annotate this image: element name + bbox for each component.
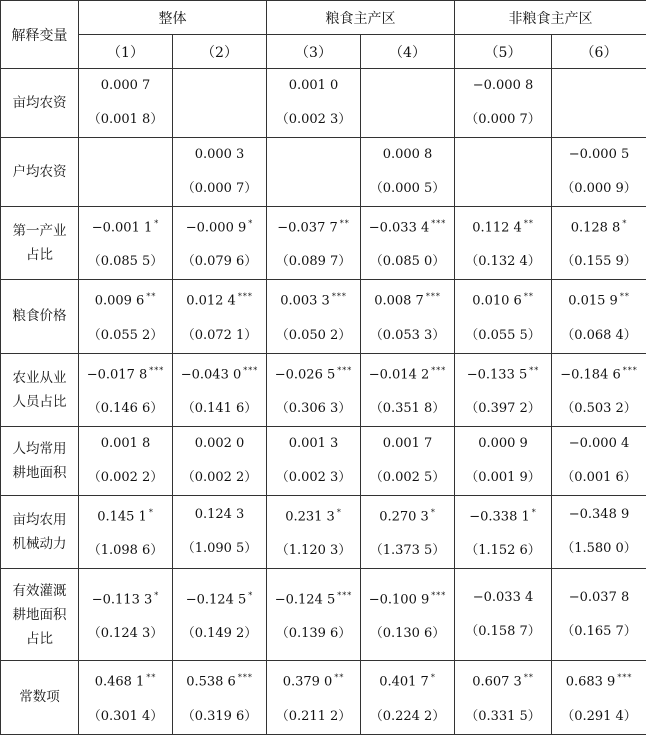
significance-stars: *** — [623, 366, 638, 375]
row-label-line: 亩均农资 — [1, 91, 78, 115]
significance-stars: ** — [334, 673, 344, 682]
data-cell — [173, 426, 267, 495]
significance-stars: ** — [620, 292, 630, 301]
significance-stars: ** — [340, 219, 350, 228]
data-cell — [267, 569, 361, 661]
coefficient — [79, 427, 172, 461]
data-cell — [361, 569, 455, 661]
data-cell — [361, 138, 455, 207]
row-label — [1, 426, 79, 495]
data-cell — [173, 138, 267, 207]
coefficient-value: −0.037 8 — [569, 590, 630, 605]
data-cell — [552, 138, 646, 207]
coefficient — [552, 581, 646, 615]
row-label-line: 占比 — [1, 243, 78, 267]
coefficient — [173, 579, 266, 617]
significance-stars: * — [154, 219, 159, 228]
row-label — [1, 138, 79, 207]
coefficient-value: 0.683 9 — [566, 675, 616, 690]
data-cell — [455, 207, 552, 280]
standard-error: （0.165 7） — [552, 615, 646, 649]
data-cell — [552, 353, 646, 426]
coefficient-value: 0.001 3 — [289, 436, 339, 451]
coefficient-value: −0.124 5 — [275, 592, 336, 607]
significance-stars: * — [622, 219, 627, 228]
row-label — [1, 495, 79, 568]
coefficient-value: 0.112 4 — [472, 220, 522, 235]
significance-stars: *** — [238, 673, 253, 682]
group-header-overall: 整体 — [79, 1, 267, 35]
data-cell — [79, 280, 173, 353]
coefficient — [79, 496, 172, 534]
standard-error: （0.002 2） — [173, 461, 266, 495]
coefficient — [361, 280, 454, 318]
coefficient-value: −0.033 4 — [473, 590, 534, 605]
coefficient-value: 0.000 7 — [101, 78, 151, 93]
data-cell — [267, 138, 361, 207]
coefficient-value: 0.607 3 — [472, 675, 522, 690]
coefficient — [173, 427, 266, 461]
coefficient-value: −0.000 4 — [569, 436, 630, 451]
coefficient — [173, 661, 266, 699]
coefficient-value: 0.012 4 — [186, 294, 236, 309]
significance-stars: * — [337, 508, 342, 517]
column-header-6: （6） — [552, 35, 646, 69]
standard-error: （0.224 2） — [361, 700, 454, 734]
data-cell — [267, 207, 361, 280]
var-header: 解释变量 — [1, 1, 79, 69]
data-cell — [173, 207, 267, 280]
data-cell — [79, 69, 173, 138]
standard-error: （0.085 0） — [361, 245, 454, 279]
data-cell — [455, 569, 552, 661]
standard-error: （1.098 6） — [79, 534, 172, 568]
coefficient-value: −0.133 5 — [467, 367, 528, 382]
coefficient-value: 0.145 1 — [97, 509, 147, 524]
coefficient — [455, 280, 551, 318]
row-label — [1, 69, 79, 138]
coefficient — [173, 354, 266, 392]
significance-stars: ** — [524, 292, 534, 301]
standard-error: （0.124 3） — [79, 617, 172, 651]
coefficient-value: 0.124 3 — [195, 507, 245, 522]
header-row-groups — [1, 1, 646, 35]
coefficient — [267, 69, 360, 103]
data-cell — [455, 138, 552, 207]
table-row — [1, 280, 646, 353]
significance-stars: *** — [332, 292, 347, 301]
standard-error: （1.580 0） — [552, 532, 646, 566]
row-label-line: 常数项 — [1, 685, 78, 709]
significance-stars: * — [431, 673, 436, 682]
coefficient — [267, 661, 360, 699]
row-label — [1, 207, 79, 280]
coefficient-value: 0.401 7 — [379, 675, 429, 690]
row-label — [1, 280, 79, 353]
coefficient — [173, 280, 266, 318]
standard-error: （0.301 4） — [79, 700, 172, 734]
row-label-line: 农业从业 — [1, 366, 78, 390]
coefficient — [552, 498, 646, 532]
significance-stars: ** — [146, 292, 156, 301]
coefficient — [552, 280, 646, 318]
data-cell — [361, 280, 455, 353]
row-label — [1, 661, 79, 734]
coefficient — [267, 579, 360, 617]
data-cell — [267, 69, 361, 138]
coefficient-value: 0.468 1 — [95, 675, 145, 690]
column-header-2: （2） — [173, 35, 267, 69]
row-label-line: 有效灌溉 — [1, 579, 78, 603]
standard-error: （0.079 6） — [173, 245, 266, 279]
coefficient-value: −0.037 7 — [277, 220, 338, 235]
data-cell — [361, 661, 455, 734]
data-cell — [79, 426, 173, 495]
data-cell — [455, 280, 552, 353]
data-cell — [552, 69, 646, 138]
coefficient-value: 0.002 0 — [195, 436, 245, 451]
coefficient-value: −0.014 2 — [369, 367, 430, 382]
row-label-line: 粮食价格 — [1, 304, 78, 328]
standard-error: （0.089 7） — [267, 245, 360, 279]
coefficient — [173, 207, 266, 245]
coefficient-value: 0.015 9 — [568, 294, 618, 309]
coefficient — [361, 427, 454, 461]
coefficient — [267, 280, 360, 318]
standard-error: （0.503 2） — [552, 392, 646, 426]
table-row — [1, 661, 646, 734]
standard-error: （1.120 3） — [267, 534, 360, 568]
coefficient — [79, 661, 172, 699]
coefficient — [552, 661, 646, 699]
standard-error: （0.055 5） — [455, 319, 551, 353]
coefficient-value: −0.000 5 — [569, 147, 630, 162]
header-row-columns — [1, 35, 646, 69]
standard-error: （0.001 9） — [455, 461, 551, 495]
standard-error: （0.146 6） — [79, 392, 172, 426]
standard-error: （1.373 5） — [361, 534, 454, 568]
standard-error: （0.139 6） — [267, 617, 360, 651]
group-header-main-grain: 粮食主产区 — [267, 1, 455, 35]
significance-stars: ** — [529, 366, 539, 375]
coefficient-value: −0.017 8 — [87, 367, 148, 382]
table-row — [1, 353, 646, 426]
row-label — [1, 569, 79, 661]
coefficient-value: −0.184 6 — [560, 367, 621, 382]
coefficient — [361, 579, 454, 617]
coefficient-value: 0.231 3 — [285, 509, 335, 524]
data-cell — [267, 426, 361, 495]
coefficient-value: −0.000 8 — [473, 78, 534, 93]
data-cell — [552, 280, 646, 353]
coefficient — [361, 496, 454, 534]
data-cell — [173, 495, 267, 568]
data-cell — [552, 426, 646, 495]
significance-stars: *** — [337, 366, 352, 375]
coefficient-value: −0.124 5 — [186, 592, 247, 607]
coefficient — [455, 69, 551, 103]
coefficient-value: −0.100 9 — [369, 592, 430, 607]
standard-error: （0.149 2） — [173, 617, 266, 651]
significance-stars: *** — [431, 219, 446, 228]
coefficient — [267, 354, 360, 392]
coefficient — [361, 354, 454, 392]
row-label-line: 占比 — [1, 627, 78, 651]
coefficient — [267, 207, 360, 245]
coefficient — [267, 427, 360, 461]
coefficient-value: 0.001 8 — [101, 436, 151, 451]
row-label-line: 耕地面积 — [1, 461, 78, 485]
coefficient-value: −0.001 1 — [92, 220, 153, 235]
coefficient — [552, 427, 646, 461]
coefficient — [173, 138, 266, 172]
data-cell — [79, 138, 173, 207]
data-cell — [79, 495, 173, 568]
significance-stars: * — [149, 508, 154, 517]
coefficient — [79, 354, 172, 392]
coefficient — [455, 661, 551, 699]
column-header-1: （1） — [79, 35, 173, 69]
standard-error: （0.001 8） — [79, 103, 172, 137]
coefficient-value: −0.026 5 — [275, 367, 336, 382]
data-cell — [79, 207, 173, 280]
standard-error: （0.002 3） — [267, 461, 360, 495]
significance-stars: *** — [337, 591, 352, 600]
coefficient — [267, 496, 360, 534]
group-header-non-main-grain: 非粮食主产区 — [455, 1, 646, 35]
coefficient — [552, 354, 646, 392]
standard-error: （0.050 2） — [267, 319, 360, 353]
row-label-line: 人均常用 — [1, 437, 78, 461]
table-row — [1, 138, 646, 207]
standard-error: （0.291 4） — [552, 700, 646, 734]
significance-stars: * — [248, 591, 253, 600]
data-cell — [552, 569, 646, 661]
data-cell — [173, 569, 267, 661]
data-cell — [455, 426, 552, 495]
data-cell — [361, 495, 455, 568]
coefficient-value: 0.001 7 — [383, 436, 433, 451]
data-cell — [267, 280, 361, 353]
table-row — [1, 569, 646, 661]
coefficient-value: 0.009 6 — [95, 294, 145, 309]
data-cell — [173, 280, 267, 353]
coefficient-value: 0.003 3 — [280, 294, 330, 309]
table-row — [1, 495, 646, 568]
significance-stars: *** — [617, 673, 632, 682]
standard-error: （0.331 5） — [455, 700, 551, 734]
data-cell — [173, 661, 267, 734]
significance-stars: *** — [243, 366, 258, 375]
coefficient-value: 0.270 3 — [379, 509, 429, 524]
standard-error: （0.132 4） — [455, 245, 551, 279]
coefficient-value: −0.348 9 — [569, 507, 630, 522]
data-cell — [267, 495, 361, 568]
standard-error: （0.000 9） — [552, 172, 646, 206]
coefficient-value: −0.000 9 — [186, 220, 247, 235]
significance-stars: *** — [149, 366, 164, 375]
significance-stars: *** — [431, 366, 446, 375]
standard-error: （0.055 2） — [79, 319, 172, 353]
significance-stars: * — [154, 591, 159, 600]
coefficient — [455, 427, 551, 461]
data-cell — [361, 207, 455, 280]
data-cell — [361, 353, 455, 426]
row-label — [1, 353, 79, 426]
coefficient — [455, 207, 551, 245]
standard-error: （0.000 5） — [361, 172, 454, 206]
standard-error: （0.000 7） — [455, 103, 551, 137]
standard-error: （0.306 3） — [267, 392, 360, 426]
data-cell — [173, 69, 267, 138]
coefficient — [552, 138, 646, 172]
coefficient-value: −0.338 1 — [469, 509, 530, 524]
coefficient-value: 0.000 3 — [195, 147, 245, 162]
standard-error: （0.002 2） — [79, 461, 172, 495]
standard-error: （0.053 3） — [361, 319, 454, 353]
coefficient-value: −0.113 3 — [92, 592, 153, 607]
row-label-line: 户均农资 — [1, 160, 78, 184]
data-cell — [552, 661, 646, 734]
coefficient — [79, 280, 172, 318]
row-label-line: 人员占比 — [1, 390, 78, 414]
table-row — [1, 207, 646, 280]
row-label-line: 第一产业 — [1, 219, 78, 243]
standard-error: （0.397 2） — [455, 392, 551, 426]
standard-error: （0.072 1） — [173, 319, 266, 353]
coefficient-value: 0.010 6 — [472, 294, 522, 309]
coefficient-value: 0.001 0 — [289, 78, 339, 93]
coefficient — [79, 579, 172, 617]
coefficient — [455, 581, 551, 615]
coefficient — [361, 138, 454, 172]
data-cell — [79, 353, 173, 426]
coefficient-value: 0.000 8 — [383, 147, 433, 162]
significance-stars: *** — [238, 292, 253, 301]
data-cell — [455, 495, 552, 568]
row-label-line: 亩均农用 — [1, 508, 78, 532]
data-cell — [361, 69, 455, 138]
standard-error: （0.130 6） — [361, 617, 454, 651]
standard-error: （0.002 3） — [267, 103, 360, 137]
data-cell — [361, 426, 455, 495]
row-label-line: 机械动力 — [1, 532, 78, 556]
significance-stars: * — [248, 219, 253, 228]
data-cell — [79, 661, 173, 734]
coefficient — [79, 207, 172, 245]
coefficient-value: 0.538 6 — [186, 675, 236, 690]
significance-stars: ** — [524, 219, 534, 228]
data-cell — [79, 569, 173, 661]
standard-error: （0.000 7） — [173, 172, 266, 206]
coefficient — [455, 354, 551, 392]
coefficient — [361, 661, 454, 699]
row-label-line: 耕地面积 — [1, 603, 78, 627]
data-cell — [267, 353, 361, 426]
standard-error: （0.068 4） — [552, 319, 646, 353]
coefficient-value: −0.043 0 — [181, 367, 242, 382]
standard-error: （1.090 5） — [173, 532, 266, 566]
coefficient — [552, 207, 646, 245]
table-row — [1, 426, 646, 495]
column-header-5: （5） — [455, 35, 552, 69]
table-row — [1, 69, 646, 138]
standard-error: （0.002 5） — [361, 461, 454, 495]
significance-stars: *** — [426, 292, 441, 301]
data-cell — [455, 353, 552, 426]
coefficient-value: −0.033 4 — [369, 220, 430, 235]
significance-stars: ** — [146, 673, 156, 682]
standard-error: （0.001 6） — [552, 461, 646, 495]
coefficient-value: 0.000 9 — [478, 436, 528, 451]
coefficient — [79, 69, 172, 103]
standard-error: （0.211 2） — [267, 700, 360, 734]
coefficient-value: 0.128 8 — [571, 220, 621, 235]
coefficient — [455, 496, 551, 534]
standard-error: （0.319 6） — [173, 700, 266, 734]
coefficient-value: 0.379 0 — [283, 675, 333, 690]
data-cell — [552, 495, 646, 568]
coefficient — [361, 207, 454, 245]
standard-error: （0.158 7） — [455, 615, 551, 649]
standard-error: （0.141 6） — [173, 392, 266, 426]
data-cell — [455, 69, 552, 138]
significance-stars: *** — [431, 591, 446, 600]
data-cell — [455, 661, 552, 734]
data-cell — [267, 661, 361, 734]
standard-error: （1.152 6） — [455, 534, 551, 568]
column-header-4: （4） — [361, 35, 455, 69]
significance-stars: ** — [524, 673, 534, 682]
standard-error: （0.351 8） — [361, 392, 454, 426]
data-cell — [173, 353, 267, 426]
standard-error: （0.085 5） — [79, 245, 172, 279]
coefficient-value: 0.008 7 — [374, 294, 424, 309]
table-body — [1, 1, 646, 735]
column-header-3: （3） — [267, 35, 361, 69]
data-cell — [552, 207, 646, 280]
coefficient — [173, 498, 266, 532]
significance-stars: * — [431, 508, 436, 517]
standard-error: （0.155 9） — [552, 245, 646, 279]
significance-stars: * — [532, 508, 537, 517]
